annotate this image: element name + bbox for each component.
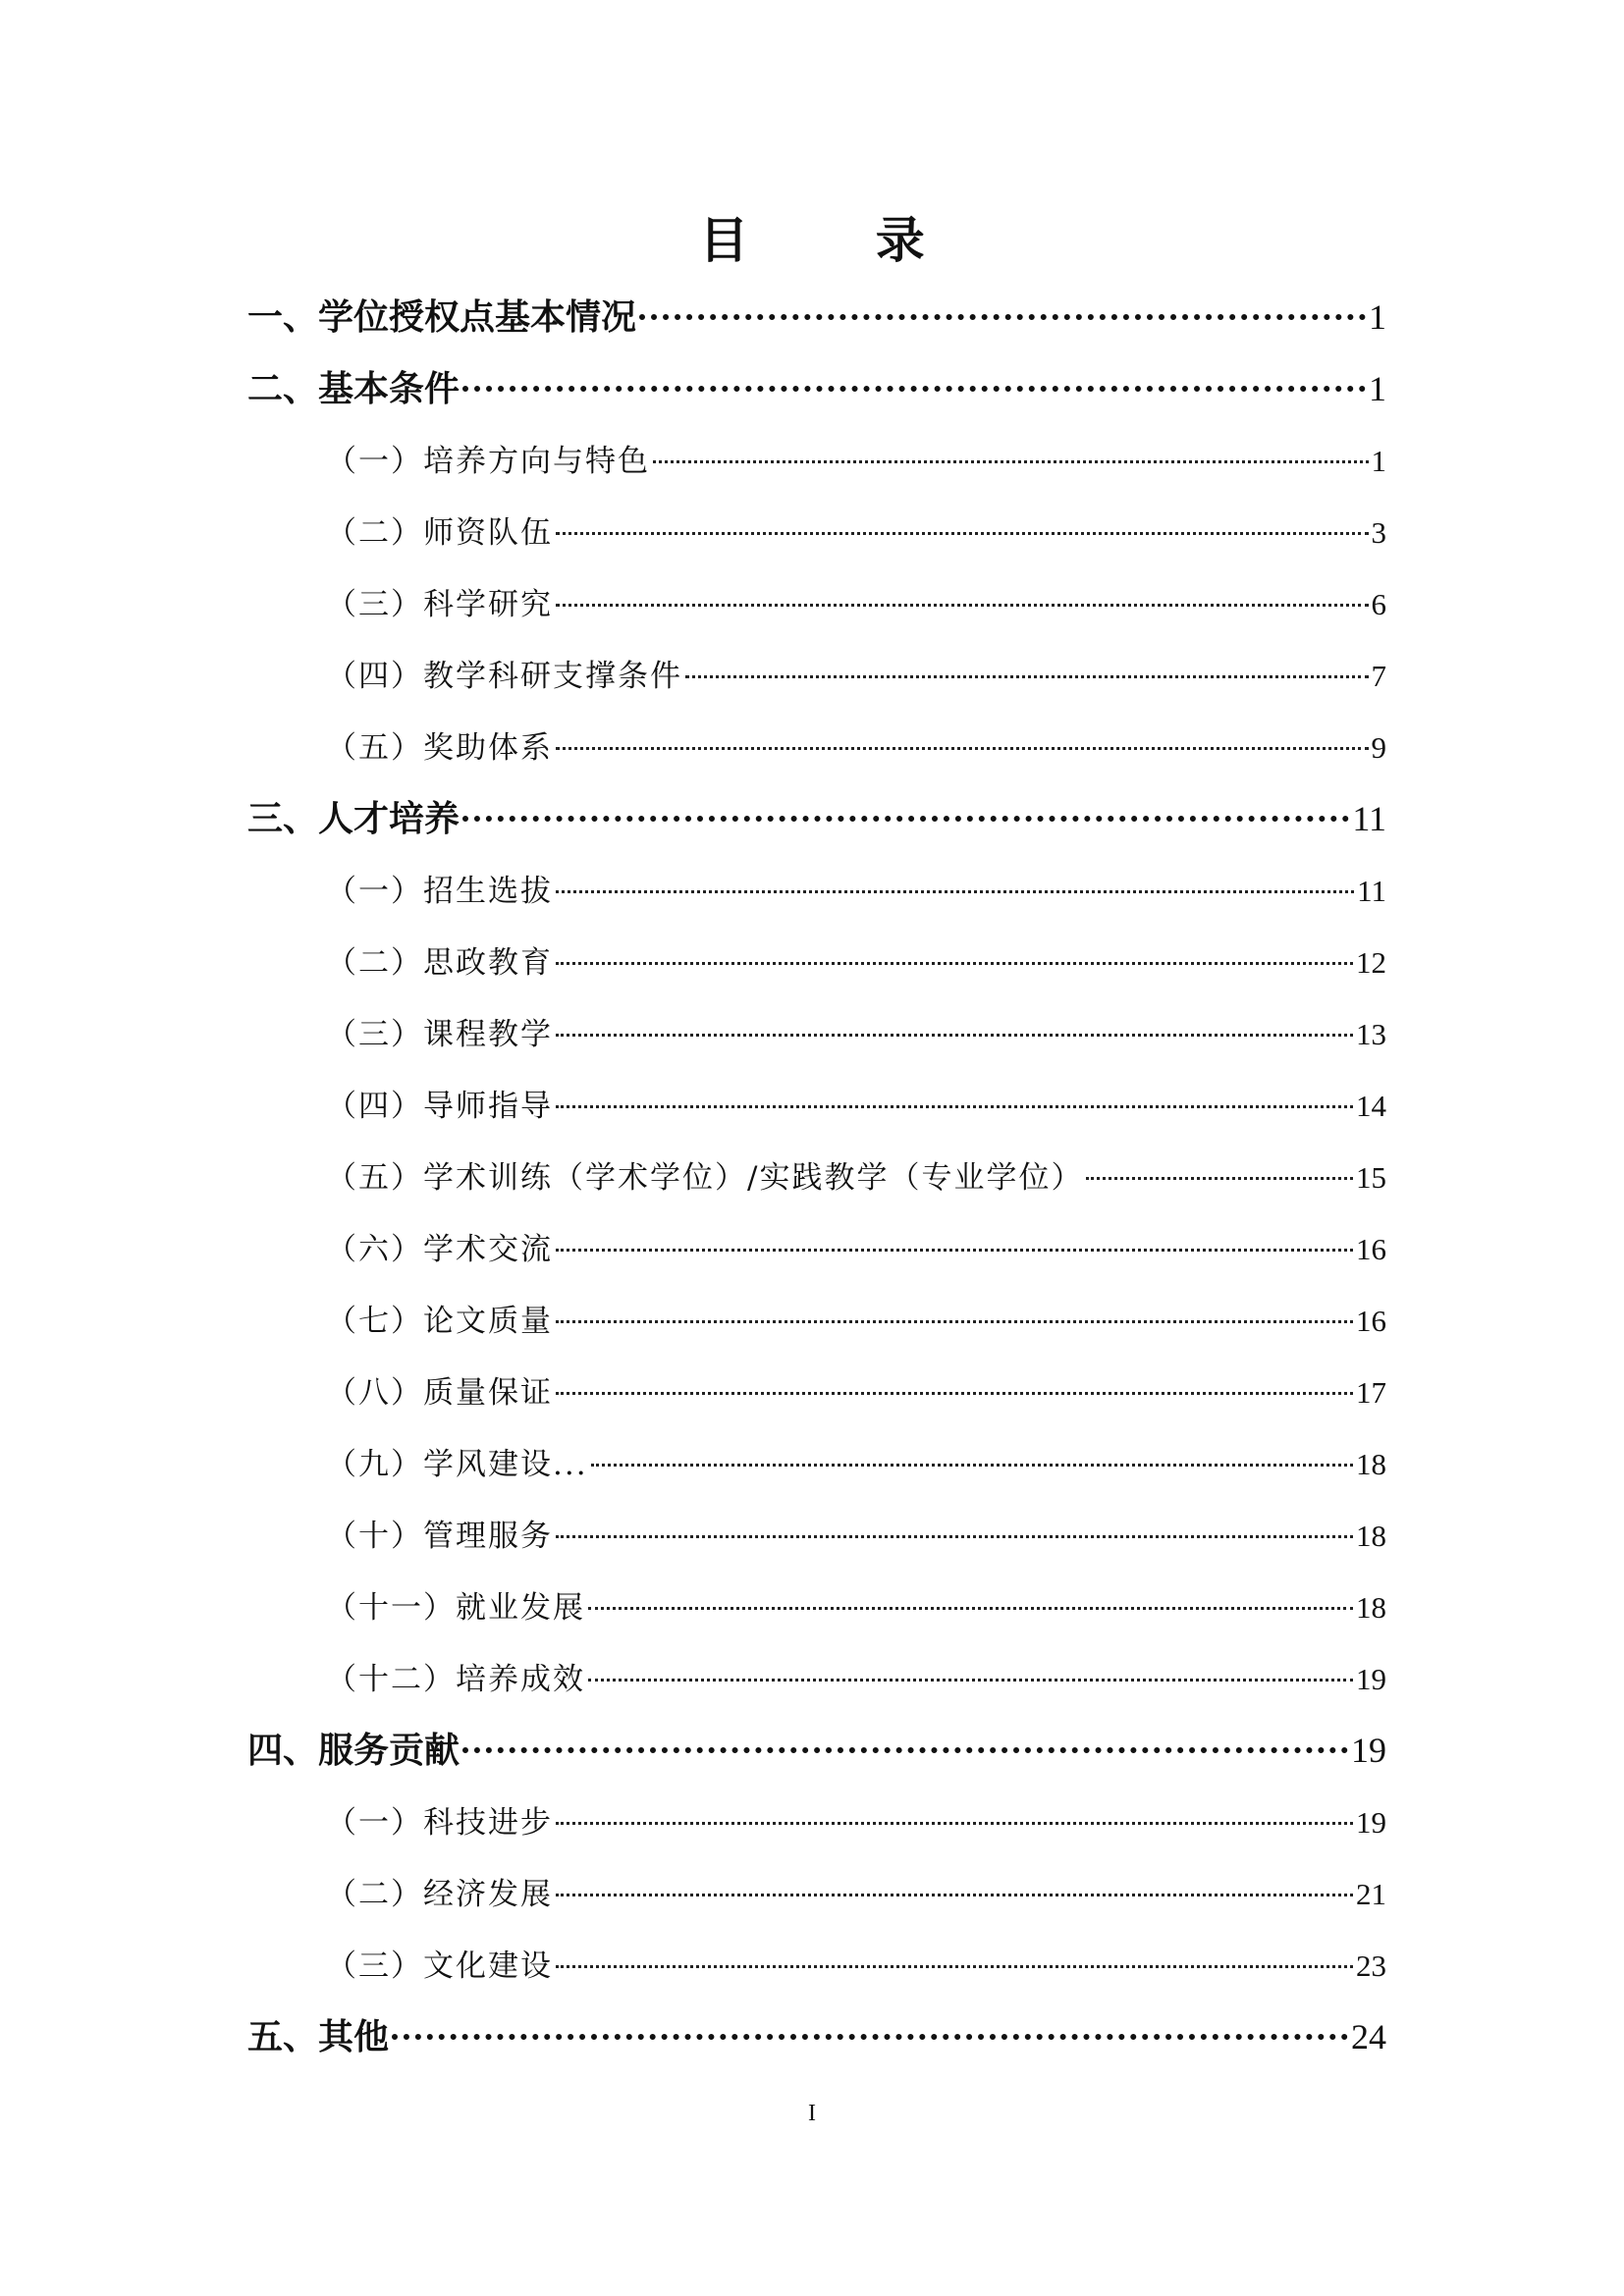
toc-dot-leader (639, 314, 1366, 320)
toc-entry-label: （一）科技进步 (326, 1805, 553, 1841)
toc-entry-page-number: 15 (1356, 1160, 1386, 1195)
toc-dot-leader (556, 747, 1369, 750)
toc-section-entry[interactable] (247, 1572, 1386, 1643)
toc-entry-page-number: 16 (1356, 1304, 1386, 1338)
toc-entry-label: （二）思政教育 (326, 945, 553, 981)
toc-entry-page-number: 23 (1356, 1949, 1386, 1983)
toc-entry-label: 三、人才培养 (247, 799, 460, 839)
toc-section-entry[interactable] (247, 1357, 1386, 1428)
toc-chapter-entry[interactable] (247, 282, 1386, 353)
footer-page-number: I (808, 2101, 816, 2126)
toc-entry-page-number: 12 (1356, 945, 1386, 980)
toc-chapter-entry[interactable] (247, 1715, 1386, 1787)
toc-entry-page-number: 18 (1356, 1519, 1386, 1553)
toc-dot-leader (556, 962, 1353, 965)
toc-entry-page-number: 3 (1371, 515, 1386, 550)
toc-section-entry[interactable] (247, 1213, 1386, 1285)
toc-entry-label: （五）学术训练（学术学位）/实践教学（专业学位） (326, 1160, 1084, 1196)
toc-dot-leader (556, 1965, 1353, 1968)
toc-dot-leader (462, 386, 1366, 392)
toc-entry-label: （八）质量保证 (326, 1375, 553, 1411)
toc-dot-leader (556, 1535, 1353, 1538)
toc-dot-leader (556, 532, 1369, 535)
toc-entry-page-number: 19 (1356, 1805, 1386, 1840)
toc-entry-page-number: 11 (1357, 874, 1386, 908)
page-title: 目 录 (699, 212, 980, 269)
toc-chapter-entry[interactable] (247, 783, 1386, 855)
toc-section-entry[interactable] (247, 497, 1386, 568)
toc-dot-leader (591, 1464, 1353, 1467)
toc-dot-leader (392, 2034, 1348, 2040)
toc-entry-page-number: 13 (1356, 1017, 1386, 1051)
toc-dot-leader (556, 1034, 1353, 1037)
toc-entry-label: （十）管理服务 (326, 1519, 553, 1554)
toc-entry-label: （一）招生选拔 (326, 874, 553, 909)
toc-entry-label: （十一）就业发展 (326, 1590, 585, 1626)
toc-entry-page-number: 19 (1351, 1731, 1386, 1770)
toc-section-entry[interactable] (247, 568, 1386, 640)
toc-entry-label: 一、学位授权点基本情况 (247, 297, 637, 338)
toc-section-entry[interactable] (247, 855, 1386, 927)
toc-entry-label: （三）科学研究 (326, 587, 553, 622)
toc-entry-label: （十二）培养成效 (326, 1662, 585, 1697)
toc-dot-leader (685, 675, 1369, 678)
toc-dot-leader (556, 1822, 1353, 1825)
table-of-contents (247, 282, 1386, 2073)
toc-dot-leader (556, 890, 1354, 893)
toc-entry-label: （二）经济发展 (326, 1877, 553, 1912)
toc-section-entry[interactable] (247, 1070, 1386, 1142)
toc-section-entry[interactable] (247, 640, 1386, 712)
toc-dot-leader (462, 1747, 1348, 1753)
toc-entry-label: （三）课程教学 (326, 1017, 553, 1052)
toc-section-entry[interactable] (247, 712, 1386, 783)
toc-entry-page-number: 16 (1356, 1232, 1386, 1266)
toc-section-entry[interactable] (247, 1787, 1386, 1858)
toc-entry-label: 二、基本条件 (247, 369, 460, 409)
toc-section-entry[interactable] (247, 1142, 1386, 1213)
toc-entry-label: （三）文化建设 (326, 1949, 553, 1984)
toc-entry-label: （七）论文质量 (326, 1304, 553, 1339)
toc-entry-page-number: 7 (1371, 659, 1386, 693)
toc-entry-label: （九）学风建设... (326, 1447, 588, 1482)
toc-entry-page-number: 9 (1371, 730, 1386, 765)
toc-entry-label: 五、其他 (247, 2017, 390, 2057)
toc-section-entry[interactable] (247, 1500, 1386, 1572)
toc-dot-leader (556, 1105, 1353, 1108)
toc-dot-leader (588, 1607, 1353, 1610)
toc-entry-label: （六）学术交流 (326, 1232, 553, 1267)
toc-entry-page-number: 17 (1356, 1375, 1386, 1410)
toc-section-entry[interactable] (247, 1428, 1386, 1500)
toc-entry-page-number: 14 (1356, 1089, 1386, 1123)
toc-dot-leader (556, 604, 1369, 607)
toc-entry-label: （四）导师指导 (326, 1089, 553, 1124)
toc-chapter-entry[interactable] (247, 2002, 1386, 2073)
toc-section-entry[interactable] (247, 1930, 1386, 2002)
toc-dot-leader (462, 816, 1349, 822)
toc-dot-leader (588, 1679, 1353, 1682)
toc-dot-leader (653, 460, 1369, 463)
toc-entry-page-number: 6 (1371, 587, 1386, 621)
toc-entry-page-number: 24 (1351, 2017, 1386, 2056)
toc-dot-leader (1086, 1177, 1353, 1180)
toc-entry-page-number: 1 (1369, 369, 1386, 408)
toc-section-entry[interactable] (247, 1858, 1386, 1930)
toc-entry-label: （二）师资队伍 (326, 515, 553, 551)
toc-dot-leader (556, 1320, 1353, 1323)
toc-dot-leader (556, 1249, 1353, 1252)
toc-entry-page-number: 1 (1371, 444, 1386, 478)
toc-section-entry[interactable] (247, 425, 1386, 497)
toc-entry-page-number: 18 (1356, 1590, 1386, 1625)
toc-entry-page-number: 1 (1369, 297, 1386, 337)
toc-entry-page-number: 18 (1356, 1447, 1386, 1481)
toc-section-entry[interactable] (247, 1643, 1386, 1715)
toc-chapter-entry[interactable] (247, 353, 1386, 425)
toc-entry-page-number: 19 (1356, 1662, 1386, 1696)
toc-entry-label: （五）奖助体系 (326, 730, 553, 766)
toc-dot-leader (556, 1894, 1353, 1896)
toc-entry-page-number: 21 (1356, 1877, 1386, 1911)
toc-entry-label: （一）培养方向与特色 (326, 444, 650, 479)
toc-section-entry[interactable] (247, 1285, 1386, 1357)
toc-entry-label: （四）教学科研支撑条件 (326, 659, 682, 694)
toc-entry-label: 四、服务贡献 (247, 1731, 460, 1771)
toc-section-entry[interactable] (247, 998, 1386, 1070)
toc-entry-page-number: 11 (1352, 799, 1386, 838)
toc-section-entry[interactable] (247, 927, 1386, 998)
toc-dot-leader (556, 1392, 1353, 1395)
